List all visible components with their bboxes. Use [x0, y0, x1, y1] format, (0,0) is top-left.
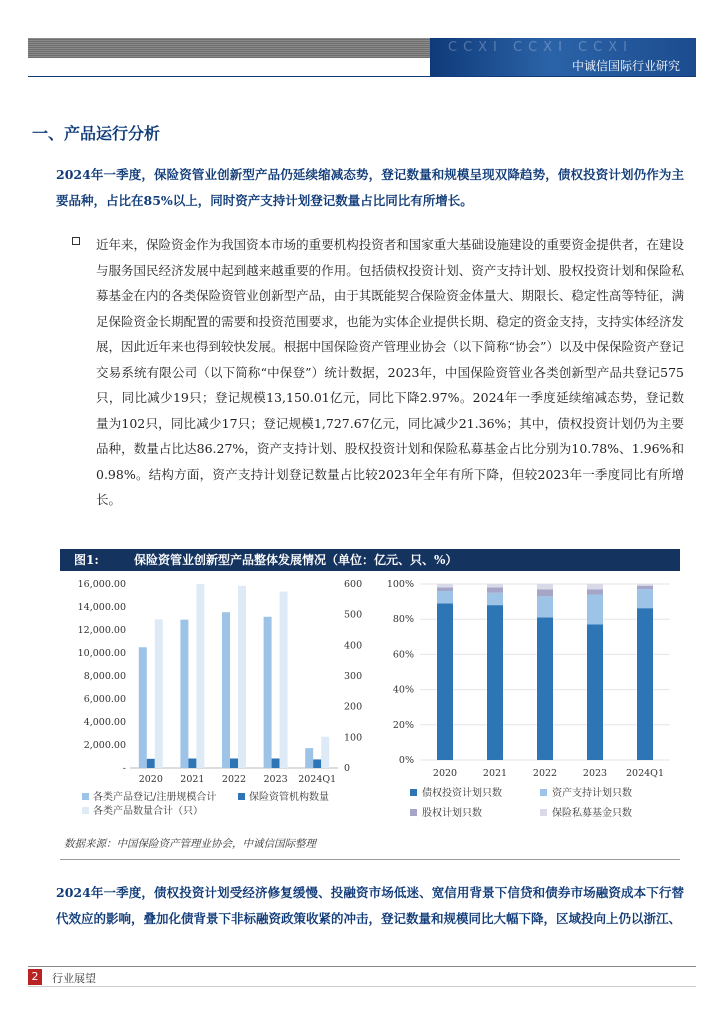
page-number: 2 [28, 969, 42, 985]
y-right-tick-label: 400 [344, 640, 363, 652]
legend-swatch-3 [540, 809, 547, 816]
bar-institutions-2023 [272, 758, 280, 768]
body-paragraph: 近年来，保险资金作为我国资本市场的重要机构投资者和国家重大基础设施建设的重要资金提供者，在建设与服务国民经济发展中起到越来越重要的作用。包括债权投资计划、资产支持计划、股权投资计划和保险私募基金在内的各类保险资管业创新型产品，由于其既能契合保险资金体量大、期限长、稳定性高等特征，满足保险资金长期配置的需要和投资范围要求，也能为实体企业提供长期、稳定的资金支持，支持实体经济发展，因此近年来也得到较快发展。根据中国保险资产管理业协会（以下简称“协会”）以及中保保险资产登记交易系统有限公司（以下简称“中保登”）统计数据，2023年，中国保险资管业各类创新型产品共登记575只，同比减少19只；登记规模13,150.01亿元，同比下降2.97%。2024年一季度延续缩减态势，登记数量为102只，同比减少17只；登记规模1,727.67亿元，同比减少21.36%；其中，债权投资计划仍为主要品种，数量占比达86.27%，资产支持计划、股权投资计划和保险私募基金占比分别为10.78%、1.96%和0.98%。结构方面，资产支持计划登记数量占比较2023年全年有所下降，但较2023年一季度同比有所增长。 [96, 237, 684, 507]
y-left-tick-label: 10,000.00 [77, 648, 126, 659]
stack-1-2023 [587, 595, 603, 625]
bar-institutions-2022 [230, 758, 238, 768]
legend-label: 股权计划只数 [422, 808, 482, 819]
y-right-tick-label: 100 [344, 732, 363, 744]
x-tick-label: 2024Q1 [625, 768, 665, 779]
stack-3-2020 [437, 584, 453, 588]
y-tick-label: 80% [392, 614, 414, 626]
bar-count-2020 [155, 619, 163, 768]
bar-institutions-2024Q1 [313, 759, 321, 768]
legend-label: 资产支持计划只数 [552, 788, 632, 799]
x-tick-label: 2022 [221, 774, 247, 785]
section-title: 一、产品运行分析 [32, 124, 161, 143]
y-right-tick-label: 600 [344, 579, 363, 590]
stack-2-2021 [487, 588, 503, 593]
bar-scale-2022 [222, 612, 230, 768]
bar-scale-2020 [139, 647, 147, 768]
stack-3-2022 [537, 584, 553, 589]
stack-3-2023 [587, 584, 603, 589]
figure-title: 保险资管业创新型产品整体发展情况（单位：亿元、只、%） [134, 553, 458, 567]
y-left-tick-label: 12,000.00 [77, 625, 126, 636]
figure-source: 数据来源：中国保险资产管理业协会，中诚信国际整理 [64, 838, 316, 850]
bullet-icon [72, 237, 80, 245]
bar-institutions-2020 [147, 759, 155, 768]
bar-scale-2023 [264, 617, 272, 768]
footer-divider [28, 966, 696, 967]
lead-paragraph-2: 2024年一季度，债权投资计划受经济修复缓慢、投融资市场低迷、宽信用背景下信贷和债券市场融资成本下行替代效应的影响，叠加化债背景下非标融资政策收紧的冲击，登记数量和规模同比大幅下降，区域投向上仍以浙江、 [56, 885, 684, 926]
stack-1-2024Q1 [637, 589, 653, 608]
legend-swatch-2 [82, 807, 89, 814]
x-tick-label: 2024Q1 [298, 774, 337, 785]
stack-0-2021 [487, 605, 503, 760]
legend-label: 保险资管机构数量 [249, 792, 329, 803]
legend-swatch-0 [410, 789, 417, 796]
y-left-tick-label: 8,000.00 [83, 671, 126, 682]
stack-2-2020 [437, 588, 453, 592]
footer-divider-2 [28, 986, 696, 987]
stack-0-2024Q1 [637, 608, 653, 760]
y-left-tick-label: 4,000.00 [83, 717, 126, 728]
y-right-tick-label: 500 [344, 609, 363, 621]
x-tick-label: 2023 [582, 768, 608, 779]
legend-swatch-1 [540, 789, 547, 796]
y-tick-label: 100% [386, 579, 414, 590]
legend-label: 债权投资计划只数 [422, 788, 502, 799]
y-right-tick-label: 200 [344, 701, 363, 713]
x-tick-label: 2020 [432, 768, 458, 779]
bar-scale-2024Q1 [305, 748, 313, 768]
y-left-tick-label: 6,000.00 [83, 694, 126, 705]
footer-text: 行业展望 [52, 972, 96, 985]
stack-2-2022 [537, 589, 553, 596]
x-tick-label: 2021 [482, 768, 508, 779]
stack-2-2023 [587, 589, 603, 594]
x-tick-label: 2021 [180, 774, 205, 785]
lead-paragraph-1: 2024年一季度，保险资管业创新型产品仍延续缩减态势，登记数量和规模呈现双降趋势，债权投资计划仍作为主要品种，占比在85%以上，同时资产支持计划登记数量占比同比有所增长。 [56, 167, 684, 208]
bar-count-2022 [238, 586, 246, 768]
stack-1-2021 [487, 593, 503, 605]
stack-3-2024Q1 [637, 584, 653, 586]
stack-3-2021 [487, 584, 503, 588]
legend-label: 保险私募基金只数 [552, 808, 632, 819]
stack-1-2022 [537, 596, 553, 617]
x-tick-label: 2020 [138, 774, 163, 785]
y-tick-label: 40% [392, 684, 414, 696]
bar-scale-2021 [180, 620, 188, 768]
y-tick-label: 60% [392, 649, 414, 661]
figure-divider [60, 859, 680, 860]
chart-structure-share [380, 574, 680, 830]
x-tick-label: 2022 [532, 768, 558, 779]
legend-swatch-2 [410, 809, 417, 816]
figure-label: 图1: [74, 553, 99, 567]
company-title: 中诚信国际行业研究 [571, 59, 680, 73]
bar-count-2024Q1 [321, 737, 329, 768]
x-tick-label: 2023 [263, 774, 288, 785]
stack-0-2022 [537, 617, 553, 760]
legend-swatch-0 [82, 793, 89, 800]
y-left-tick-label: 14,000.00 [77, 602, 126, 613]
legend-label: 各类产品登记/注册规模合计 [93, 792, 217, 803]
header-watermark: CCXI CCXI CCXI [448, 40, 633, 55]
stack-1-2020 [437, 591, 453, 603]
bar-institutions-2021 [188, 758, 196, 768]
header-divider [28, 76, 696, 77]
y-left-tick-label: - [122, 763, 126, 774]
y-left-tick-label: 2,000.00 [83, 740, 126, 751]
stack-0-2023 [587, 624, 603, 760]
y-left-tick-label: 16,000.00 [77, 579, 126, 590]
bar-count-2023 [280, 592, 288, 768]
y-tick-label: 20% [392, 719, 414, 731]
y-right-tick-label: 300 [344, 671, 363, 682]
bar-count-2021 [196, 584, 204, 768]
y-tick-label: 0% [398, 755, 414, 766]
legend-label: 各类产品数量合计（只） [93, 806, 203, 817]
stack-2-2024Q1 [637, 586, 653, 589]
chart-scale-and-count [60, 574, 370, 830]
stack-0-2020 [437, 603, 453, 760]
y-right-tick-label: 0 [344, 763, 351, 774]
legend-swatch-1 [238, 793, 245, 800]
